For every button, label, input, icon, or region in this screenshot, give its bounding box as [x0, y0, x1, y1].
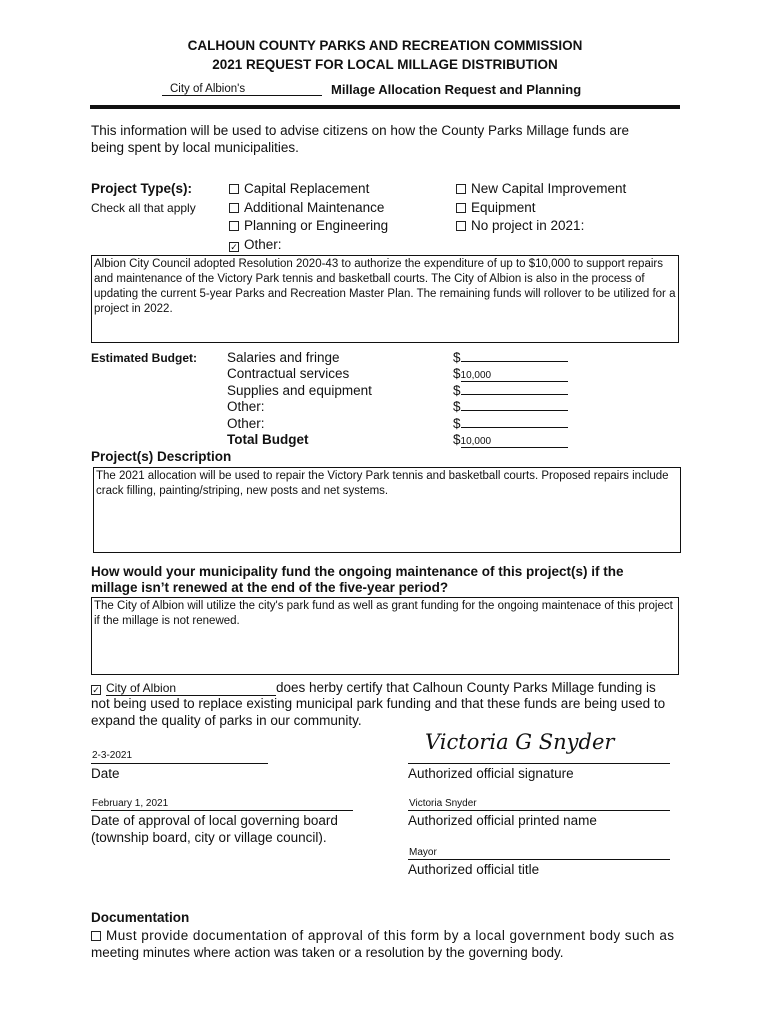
currency-symbol: $ [453, 383, 461, 398]
printed-name-line [408, 810, 670, 811]
signature-label: Authorized official signature [408, 766, 574, 781]
certification-line1 [91, 680, 656, 696]
form-subtitle: Millage Allocation Request and Planning [331, 82, 582, 97]
currency-symbol: $ [453, 399, 461, 414]
checkbox-label: Planning or Engineering [244, 218, 389, 233]
budget-amount-value [461, 427, 568, 428]
date-line [91, 763, 268, 764]
official-title-line [408, 859, 670, 860]
certification-entity-field[interactable]: City of Albion [106, 681, 276, 696]
currency-symbol: $ [453, 432, 461, 447]
checkbox-icon[interactable] [456, 184, 466, 194]
checkbox-new-capital-improvement[interactable] [456, 181, 626, 196]
documentation-text: Must provide documentation of approval of this form by a local government body such as [106, 928, 675, 943]
checkbox-icon[interactable] [229, 221, 239, 231]
budget-amount[interactable] [453, 399, 568, 414]
budget-row-label: Other: [227, 416, 265, 431]
certification-line3: expand the quality of parks in our community. [91, 713, 362, 728]
municipality-value: City of Albion's [162, 83, 322, 96]
printed-name-value[interactable]: Victoria Snyder [409, 798, 477, 809]
checkbox-icon[interactable] [229, 184, 239, 194]
checkbox-other[interactable] [229, 237, 282, 252]
checkbox-capital-replacement[interactable] [229, 181, 369, 196]
documentation-heading: Documentation [91, 910, 190, 925]
project-types-hint: Check all that apply [91, 201, 196, 215]
documentation-checkbox-icon[interactable] [91, 931, 101, 941]
maintenance-question-line1: How would your municipality fund the ongoing maintenance of this project(s) if the [91, 564, 624, 579]
checkbox-icon[interactable] [229, 203, 239, 213]
approval-date-line [91, 810, 353, 811]
form-title-line1: CALHOUN COUNTY PARKS AND RECREATION COMMISSION [187, 38, 583, 53]
checkbox-label: No project in 2021: [471, 218, 585, 233]
approval-date-label2: (township board, city or village council). [91, 830, 327, 845]
certification-text: does herby certify that Calhoun County Parks Millage funding is [276, 680, 656, 695]
budget-amount[interactable] [453, 383, 568, 398]
documentation-line1 [91, 928, 674, 943]
currency-symbol: $ [453, 366, 461, 381]
maintenance-answer-field[interactable]: The City of Albion will utilize the city's park fund as well as grant funding for the ongoing maintenace of this project if the millage is not renewed. [91, 597, 679, 675]
description-heading: Project(s) Description [91, 449, 232, 464]
budget-amount[interactable] [453, 366, 568, 382]
certification-line2: not being used to replace existing municipal park funding and that these funds are being used to [91, 696, 666, 711]
checkbox-label: Additional Maintenance [244, 200, 385, 215]
budget-amount-value [461, 394, 568, 395]
checkbox-icon[interactable] [456, 203, 466, 213]
checkbox-label: Other: [244, 237, 282, 252]
documentation-line2: meeting minutes where action was taken or a resolution by the governing body. [91, 945, 564, 960]
approval-date-label1: Date of approval of local governing board [91, 813, 338, 828]
checkbox-label: Capital Replacement [244, 181, 370, 196]
certification-checkbox-icon[interactable]: ✓ [92, 685, 100, 695]
header-divider [90, 105, 680, 109]
checkbox-no-project[interactable] [456, 218, 584, 233]
official-title-value[interactable]: Mayor [409, 847, 437, 858]
approval-date-value[interactable]: February 1, 2021 [92, 798, 169, 809]
total-budget-value: 10,000 [461, 436, 568, 448]
description-field[interactable]: The 2021 allocation will be used to repair the Victory Park tennis and basketball courts. Proposed repairs include crack filling, painting/striping, new posts and net systems. [93, 467, 681, 553]
budget-amount-value [461, 410, 568, 411]
form-title-line2: 2021 REQUEST FOR LOCAL MILLAGE DISTRIBUTION [212, 57, 558, 72]
municipality-field[interactable] [162, 83, 322, 96]
date-label: Date [91, 766, 120, 781]
checkbox-additional-maintenance[interactable] [229, 200, 384, 215]
project-types-label: Project Type(s): [91, 181, 193, 196]
budget-amount-value [461, 361, 568, 362]
budget-row-label: Supplies and equipment [227, 383, 372, 398]
intro-line2: being spent by local municipalities. [91, 140, 299, 155]
checkbox-checked-icon[interactable]: ✓ [230, 242, 238, 252]
currency-symbol: $ [453, 350, 461, 365]
budget-row-label: Other: [227, 399, 265, 414]
budget-amount[interactable] [453, 416, 568, 431]
date-value[interactable]: 2-3-2021 [92, 750, 133, 761]
checkbox-icon[interactable] [456, 221, 466, 231]
budget-amount[interactable] [453, 350, 568, 365]
total-budget-label: Total Budget [227, 432, 309, 447]
maintenance-question-line2: millage isn’t renewed at the end of the five-year period? [91, 580, 449, 595]
printed-name-label: Authorized official printed name [408, 813, 597, 828]
signature-line [408, 763, 670, 764]
budget-amount-value: 10,000 [461, 370, 568, 382]
checkbox-label: Equipment [471, 200, 536, 215]
official-title-label: Authorized official title [408, 862, 540, 877]
other-description-field[interactable]: Albion City Council adopted Resolution 2020-43 to authorize the expenditure of up to $10,000 to support repairs and maintenance of the Victory Park tennis and basketball courts. The City of Albion is also in the process of updating the current 5-year Parks and Recreation Master Plan. The remaining funds will rollover to be utilized for a project in 2022. [91, 255, 679, 343]
checkbox-equipment[interactable] [456, 200, 536, 215]
budget-row-label: Salaries and fringe [227, 350, 340, 365]
budget-row-label: Contractual services [227, 366, 350, 381]
budget-label: Estimated Budget: [91, 351, 198, 365]
signature-image: Victoria G Snyder [425, 730, 615, 754]
intro-line1: This information will be used to advise citizens on how the County Parks Millage funds are [91, 123, 630, 138]
checkbox-label: New Capital Improvement [471, 181, 627, 196]
currency-symbol: $ [453, 416, 461, 431]
total-budget-amount[interactable] [453, 432, 568, 448]
checkbox-planning-engineering[interactable] [229, 218, 388, 233]
